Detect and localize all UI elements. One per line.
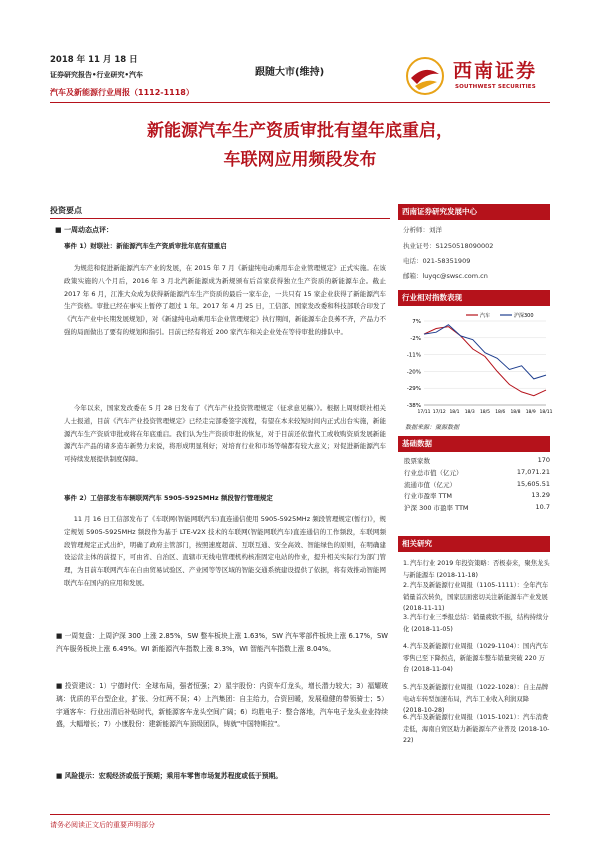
- research-team-header: 西南证券研究发展中心: [398, 204, 550, 220]
- stat-row: [404, 468, 550, 479]
- stat-key: 行业市盈率 TTM: [404, 492, 453, 501]
- y-tick-label: 7%: [412, 319, 421, 325]
- x-tick-label: 18/11: [539, 410, 553, 415]
- event1-paragraph2: 今年以来，国家发改委在 5 月 28 日发布了《汽车产业投资管理规定（征求意见稿）》。根据上周财联社相关人士报道，目前《汽车产业投资管理规定》已经走完部委签字流程，有望在本来较短时间内正式出台实施，新能源汽车生产资质审批或将在年底重启。我们认为生产资质审批的恢复，对于目前还依靠代工或收购资质发展新能源汽车产品的诸多造车新势力来说，将形成明显利好；对培育行业和市场等端都有较大意义；对促进新能源汽车可持续发展提供制度保障。: [64, 404, 386, 464]
- stat-row: [404, 456, 550, 467]
- x-tick-label: 18/5: [479, 410, 491, 415]
- stat-value: 10.7: [535, 503, 550, 512]
- report-date: 2018 年 11 月 18 日: [50, 55, 138, 65]
- x-tick-label: 18/1: [449, 410, 460, 415]
- footer-disclaimer: 请务必阅读正文后的重要声明部分: [50, 821, 155, 829]
- logo-text: 西南证券: [453, 60, 538, 82]
- stat-value: 15,605.51: [516, 479, 550, 488]
- chart-lines: [424, 325, 546, 396]
- main-title-line1: 新能源汽车生产资质审批有望年底重启，: [147, 121, 453, 141]
- email[interactable]: 邮箱：luyqc@swsc.com.cn: [403, 272, 488, 280]
- footer-divider: [50, 814, 550, 815]
- week-performance: ■ 一周复盘：上周沪深 300 上涨 2.85%，SW 整车板块上涨 1.63%，SW 汽车零部件板块上涨 6.17%，SW 汽车服务板块上涨 6.49%。WI 新能源汽车指数上涨 8.3%，WI 智能汽车指数上涨 8.04%。: [56, 632, 388, 653]
- phone: 电话：021-58351909: [403, 257, 471, 265]
- license-number: 执业证号：S1250518090002: [403, 242, 494, 250]
- related-item[interactable]: 1.汽车行业 2019 年投资策略：否极泰来，聚焦龙头与新能源车 (2018-11-18): [403, 560, 550, 579]
- left-divider: [50, 218, 390, 219]
- investment-advice: ■ 投资建议：1）宁德时代：全球布局，强者恒强；2）星宇股份：内资车灯龙头，增长潜力较大；3）福耀玻璃：优质的平台型企业，扩张、分红两不误；4）上汽集团：自主给力，合资回暖，发展稳健的带领骑士；5）宇通客车：行业出清后补贴时代，新能源客车龙头空间广阔；6）均胜电子：整合落地，汽车电子龙头业业持续盛，大幅增长；7）小康股份：建新能源汽车顶级团队，铸就"中国特斯拉"。: [56, 682, 388, 729]
- chart-source: 数据来源：聚源数据: [405, 424, 460, 431]
- stat-row: [404, 503, 550, 514]
- stat-row: [404, 480, 550, 491]
- stat-key: 流通市值（亿元）: [404, 480, 456, 489]
- event1-heading: 事件 1）财联社：新能源汽车生产资质审批年底有望重启: [64, 242, 227, 250]
- x-tick-label: 18/9: [525, 410, 536, 415]
- related-item[interactable]: 2.汽车及新能源行业周报（1105-1111）：全年汽车销量首次转负，国家层面密切关注新能源车产业发展 (2018-11-11): [403, 582, 549, 613]
- x-tick-label: 18/3: [464, 410, 475, 415]
- chart-x-ticks: [418, 409, 553, 415]
- report-series-title: 汽车及新能源行业周报（1112-1118）: [50, 88, 194, 97]
- stat-row: [404, 491, 550, 502]
- related-item[interactable]: 3.汽车行业三季报总结：销量疲软不振，结构持续分化 (2018-11-05): [403, 614, 549, 633]
- stat-key: 沪深 300 市盈率 TTM: [404, 504, 469, 513]
- y-tick-label: -2%: [410, 335, 421, 342]
- relative-index-chart: [400, 309, 553, 417]
- stat-value: 17,071.21: [516, 467, 550, 476]
- related-item[interactable]: 6.汽车及新能源行业周报（1015-1021）：汽车消费走低，海南自贸区助力新能源车产业普及 (2018-10-22): [403, 714, 550, 745]
- legend-label-hs300: 沪深300: [514, 313, 534, 319]
- event2-paragraph: 11 月 16 日工信部发布了《车联网(智能网联汽车)直连通信使用 5905-5925MHz 频段管理规定(暂行)》，规定规划 5905-5925MHz 频段作为基于 LTE-V2X 技术的车联网(智能网联汽车)直连通信的工作频段，车联网频段管理规定正式出炉，明确了政府主管部门，按照速度超前、互联互通、安全高效、智能绿色的原则，在明确建设运营主体的前提下，可由省、自治区、直辖市无线电管理机构核准固定电站的作业，提升相关实际行为部门管理，为目前车联网汽车在自由贸易试验区、产业园等等区域的智能交通系统建设提供了依据，将有效推动智能网联汽车在国内的应用和发展。: [64, 515, 386, 587]
- chart-y-ticks: [407, 319, 421, 409]
- risk-warning: ■ 风险提示：宏观经济或低于预期；乘用车零售市场复苏程度或低于预期。: [56, 772, 283, 780]
- x-tick-label: 18/8: [510, 410, 521, 415]
- bullet-head: ■ 一周动态点评：: [55, 226, 114, 234]
- y-tick-label: -38%: [406, 403, 421, 409]
- x-tick-label: 18/6: [495, 410, 506, 415]
- logo-english: SOUTHWEST SECURITIES: [455, 84, 536, 90]
- section-label: 投资要点: [50, 206, 82, 215]
- event1-paragraph1: 为规范和促进新能源汽车产业的发展，在 2015 年 7 月《新建纯电动乘用车企业管理规定》正式实施。在该政策实施的八个月后，2016 年 3 月北汽新能源成为新规颁布后首家获得独立生产资质的新能源车企。截止 2017 年 6 月，江淮大众成为获得新能源汽车生产资质的最后一家车企，一共只有 15 家企业获得了新能源汽车生产资格。审批已经在事实上暂停了超过 1 年。2017 年 4 月 25 日，工信部、国家发改委和科技部联合印发了《汽车产业中长期发展规划》，对《新建纯电动乘用车企业管理规定》执行期间，新能源车企良莠不齐，产品力不强的局面做出了要有的规划和指引。目前已经有将近 200 家汽车和关企业处在等待审批的排队中。: [64, 264, 386, 336]
- stat-key: 股票家数: [404, 457, 430, 465]
- event2-heading: 事件 2）工信部发布车辆联网汽车 5905-5925MHz 频段智行管理规定: [64, 494, 273, 502]
- basic-data-header: 基础数据: [398, 436, 550, 452]
- related-item[interactable]: 5.汽车及新能源行业周报（1022-1028）：自主品牌电动车转型加速布局，汽车工业收入利润双降 (2018-10-28): [403, 684, 549, 715]
- related-item[interactable]: 4.汽车及新能源行业周报（1029-1104）：国内汽车零售已至下降拐点，新能源车整车销量突破 220 万台 (2018-11-04): [403, 643, 549, 674]
- y-tick-label: -29%: [406, 386, 421, 393]
- analyst-name: 分析师：刘洋: [403, 226, 442, 234]
- y-tick-label: -20%: [406, 369, 421, 376]
- logo-icon: [405, 56, 445, 96]
- chart-grid: [424, 321, 546, 405]
- x-tick-label: 17/12: [432, 410, 446, 415]
- series-line: [424, 325, 546, 379]
- related-research-header: 相关研究: [398, 536, 550, 552]
- stat-value: 170: [537, 456, 550, 464]
- stat-value: 13.29: [531, 491, 550, 500]
- legend-label-auto: 汽车: [480, 313, 491, 319]
- report-category: 证券研究报告•行业研究•汽车: [50, 71, 143, 79]
- x-tick-label: 17/11: [417, 410, 431, 415]
- series-line: [424, 327, 546, 396]
- y-tick-label: -11%: [406, 352, 421, 359]
- main-title-line2: 车联网应用频段发布: [223, 150, 377, 170]
- index-chart-header: 行业相对指数表现: [398, 290, 550, 306]
- stat-key: 行业总市值（亿元）: [404, 468, 463, 477]
- rating: 跟随大市(维持): [255, 67, 325, 78]
- header-divider: [50, 102, 550, 103]
